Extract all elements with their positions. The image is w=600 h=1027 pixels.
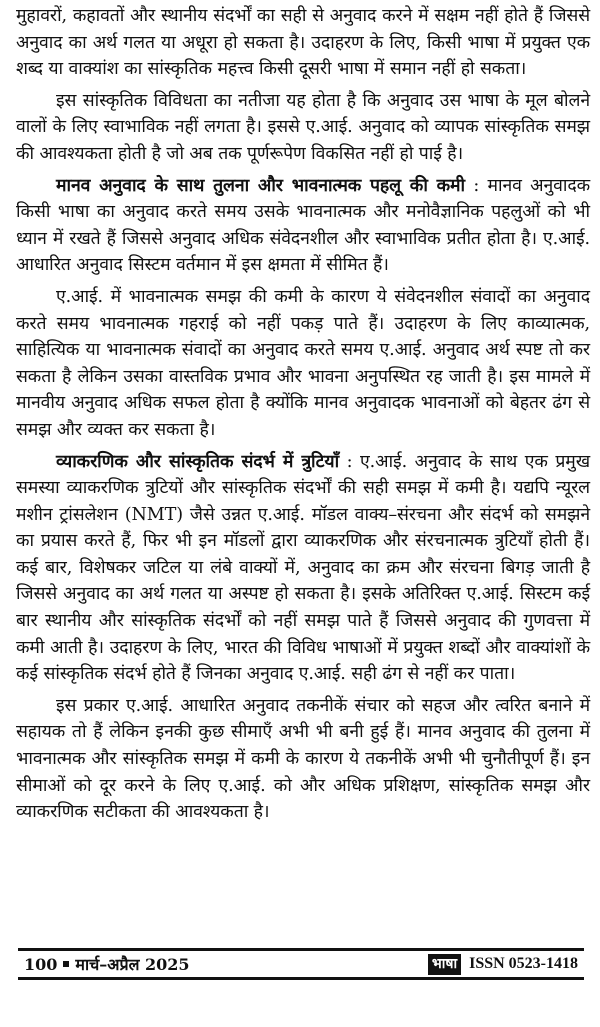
page-number: 100 xyxy=(24,954,58,974)
section-heading: मानव अनुवाद के साथ तुलना और भावनात्मक पहलू की कमी xyxy=(56,174,466,196)
paragraph-text: मुहावरों, कहावतों और स्थानीय संदर्भों का सही से अनुवाद करने में सक्षम नहीं होते हैं जिससे अनुवाद का अर्थ गलत या अधूरा हो सकता है। उदाहरण के लिए, किसी भाषा में प्रयुक्त एक शब्द या वाक्यांश का सांस्कृतिक महत्त्व किसी दूसरी भाषा में समान नहीं हो सकता। xyxy=(16,6,590,80)
paragraph-4 xyxy=(16,284,590,444)
issue-date: मार्च–अप्रैल 2025 xyxy=(75,955,190,974)
article-body xyxy=(16,3,590,831)
paragraph-text: : ए.आई. अनुवाद के साथ एक प्रमुख समस्या व्याकरणिक त्रुटियों और सांस्कृतिक संदर्भों की सही समझ में कमी है। यद्यपि न्यूरल मशीन ट्रांसलेशन (NMT) जैसे उन्नत ए.आई. मॉडल वाक्य–संरचना और संदर्भ को समझने का प्रयास करते हैं, फिर भी इन मॉडलों द्वारा व्याकरणिक और संरचनात्मक त्रुटियाँ होती हैं। कई बार, विशेषकर जटिल या लंबे वाक्यों में, अनुवाद का क्रम और संरचना बिगड़ जाती है जिससे अनुवाद का अर्थ गलत या अस्पष्ट हो सकता है। इसके अतिरिक्त ए.आई. सिस्टम कई बार स्थानीय और सांस्कृतिक संदर्भों को नहीं समझ पाते हैं जिससे अनुवाद की गुणवत्ता में कमी आती है। उदाहरण के लिए, भारत की विविध भाषाओं में प्रयुक्त शब्दों और वाक्यांशों के कई सांस्कृतिक संदर्भ होते हैं जिनका अनुवाद ए.आई. सही ढंग से नहीं कर पाता। xyxy=(16,451,590,685)
page-footer xyxy=(18,948,584,980)
paragraph-3 xyxy=(16,173,590,279)
issn-number: ISSN 0523-1418 xyxy=(469,955,578,972)
footer-right xyxy=(428,954,578,975)
paragraph-2 xyxy=(16,88,590,168)
bullet-icon xyxy=(63,961,69,967)
paragraph-text: ए.आई. में भावनात्मक समझ की कमी के कारण ये संवेदनशील संवादों का अनुवाद करते समय भावनात्मक गहराई को नहीं पकड़ पाते हैं। उदाहरण के लिए काव्यात्मक, साहित्यिक या भावनात्मक संवादों का अनुवाद करते समय ए.आई. अनुवाद अर्थ स्पष्ट तो कर सकता है लेकिन उसका वास्तविक प्रभाव और भावना अनुपस्थित रह जाती है। इस मामले में मानवीय अनुवाद अधिक सफल होता है क्योंकि मानव अनुवादक भावनाओं को बेहतर ढंग से समझ और व्यक्त कर सकता है। xyxy=(16,286,590,440)
paragraph-text: : मानव अनुवादक किसी भाषा का अनुवाद करते समय उसके भावनात्मक और मनोवैज्ञानिक पहलुओं को भी ध्यान में रखते हैं जिससे अनुवाद अधिक संवेदनशील और स्वाभाविक प्रतीत होता है। ए.आई. आधारित अनुवाद सिस्टम वर्तमान में इस क्षमता में सीमित हैं। xyxy=(16,175,590,276)
magazine-logo: भाषा xyxy=(428,954,461,975)
paragraph-5 xyxy=(16,449,590,688)
footer-left xyxy=(24,953,190,975)
paragraph-6 xyxy=(16,693,590,826)
section-heading: व्याकरणिक और सांस्कृतिक संदर्भ में त्रुटियाँ xyxy=(56,450,340,472)
paragraph-1 xyxy=(16,3,590,83)
paragraph-text: इस सांस्कृतिक विविधता का नतीजा यह होता है कि अनुवाद उस भाषा के मूल बोलने वालों के लिए स्वाभाविक नहीं लगता है। इससे ए.आई. अनुवाद को व्यापक सांस्कृतिक समझ की आवश्यकता होती है जो अब तक पूर्णरूपेण विकसित नहीं हो पाई है। xyxy=(16,90,590,164)
paragraph-text: इस प्रकार ए.आई. आधारित अनुवाद तकनीकें संचार को सहज और त्वरित बनाने में सहायक तो हैं लेकिन इनकी कुछ सीमाएँ अभी भी बनी हुई हैं। मानव अनुवाद की तुलना में भावनात्मक और सांस्कृतिक समझ में कमी के कारण ये तकनीकें अभी भी चुनौतीपूर्ण हैं। इन सीमाओं को दूर करने के लिए ए.आई. को और अधिक प्रशिक्षण, सांस्कृतिक समझ और व्याकरणिक सटीकता की आवश्यकता है। xyxy=(16,695,590,823)
